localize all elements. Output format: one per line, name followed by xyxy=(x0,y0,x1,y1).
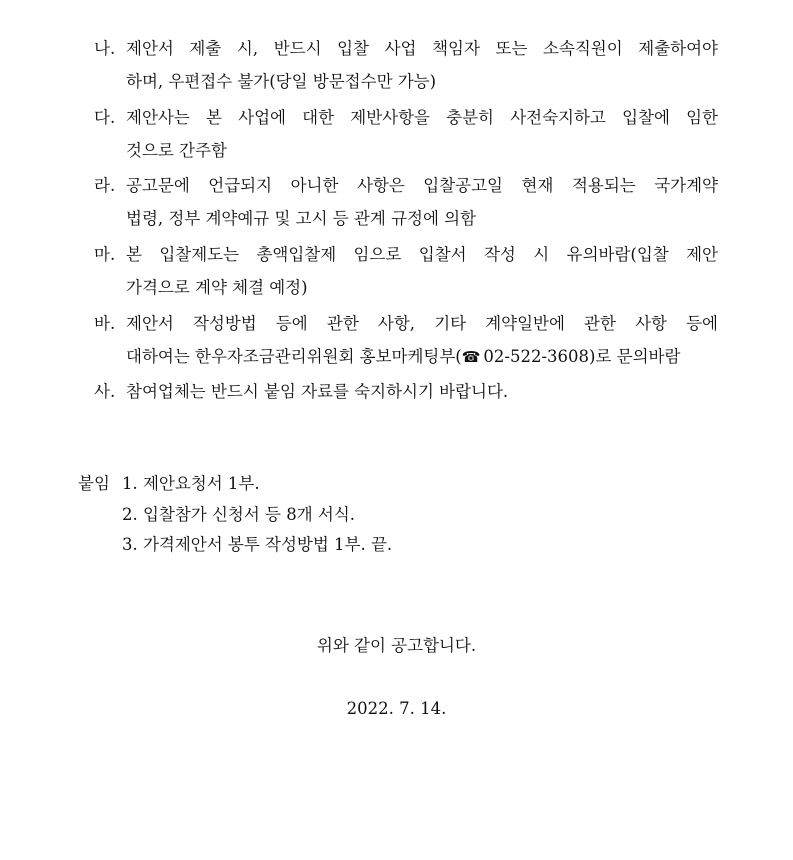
item-bullet: 다. xyxy=(94,108,116,127)
attachment-item: 1. 제안요청서 1부. xyxy=(122,474,260,493)
closing-statement: 위와 같이 공고합니다. xyxy=(316,636,477,655)
item-bullet: 나. xyxy=(94,39,116,58)
telephone-icon: ☎ xyxy=(461,348,481,366)
phone-number: 02-522-3608 xyxy=(483,347,590,366)
item-bullet: 라. xyxy=(94,176,116,195)
item-text-line1: 본 입찰제도는 총액입찰제 임으로 입찰서 작성 시 유의바람(입찰 제안 xyxy=(126,245,718,264)
attachment-item: 3. 가격제안서 봉투 작성방법 1부. 끝. xyxy=(122,535,393,554)
item-text-line2: 것으로 간주함 xyxy=(126,141,227,160)
announcement-date: 2022. 7. 14. xyxy=(346,699,447,718)
item-text-post: )로 문의바람 xyxy=(589,347,681,366)
item-text-line2 xyxy=(126,345,680,369)
item-text-line1: 공고문에 언급되지 아니한 사항은 입찰공고일 현재 적용되는 국가계약 xyxy=(126,176,718,195)
item-text-line1: 제안서 제출 시, 반드시 입찰 사업 책임자 또는 소속직원이 제출하여야 xyxy=(126,39,718,58)
item-bullet: 사. xyxy=(94,382,116,401)
item-text-line2: 법령, 정부 계약예규 및 고시 등 관계 규정에 의함 xyxy=(126,209,477,228)
attachment-item: 2. 입찰참가 신청서 등 8개 서식. xyxy=(122,505,356,524)
item-text-line1: 제안서 작성방법 등에 관한 사항, 기타 계약일반에 관한 사항 등에 xyxy=(126,314,718,333)
item-text-pre: 대하여는 한우자조금관리위원회 홍보마케팅부( xyxy=(126,347,462,366)
attachments-label: 붙임 xyxy=(78,474,110,493)
item-text-line1: 제안사는 본 사업에 대한 제반사항을 충분히 사전숙지하고 입찰에 임한 xyxy=(126,108,718,127)
item-bullet: 마. xyxy=(94,245,116,264)
item-text-line2: 가격으로 계약 체결 예정) xyxy=(126,278,308,297)
item-text-line1: 참여업체는 반드시 붙임 자료를 숙지하시기 바랍니다. xyxy=(126,382,509,401)
item-text-line2: 하며, 우편접수 불가(당일 방문접수만 가능) xyxy=(126,72,437,91)
item-bullet: 바. xyxy=(94,314,116,333)
